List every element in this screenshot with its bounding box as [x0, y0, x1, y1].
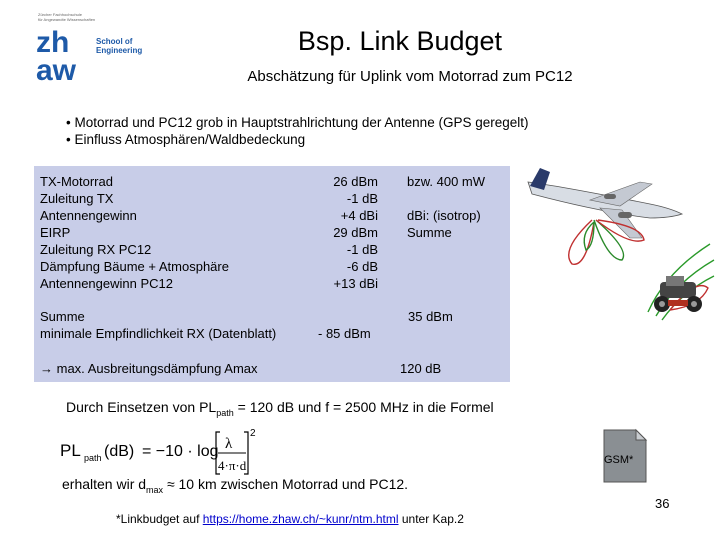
- budget-label: Dämpfung Bäume + Atmosphäre: [40, 259, 229, 274]
- budget-value: -1 dB: [346, 242, 378, 257]
- motorbike-icon: [654, 276, 702, 312]
- slide-title: Bsp. Link Budget: [297, 26, 503, 56]
- budget-sum-value: 35 dBm: [408, 309, 453, 324]
- formula-pl: PL: [60, 441, 81, 460]
- result-line: [66, 399, 494, 418]
- budget-note: Summe: [407, 225, 452, 240]
- formula-num: λ: [225, 436, 233, 452]
- slide-subtitle: Abschätzung für Uplink vom Motorrad zum PC12: [247, 68, 573, 85]
- budget-value: +4 dBi: [340, 208, 378, 223]
- link-illustration: [520, 160, 716, 340]
- footnote-prefix: *Linkbudget auf: [116, 512, 203, 526]
- logo-zh: zh: [36, 26, 70, 59]
- budget-value: -6 dB: [346, 259, 378, 274]
- budget-sens-label: minimale Empfindlichkeit RX (Datenblatt): [40, 326, 277, 341]
- path-loss-formula: [58, 426, 258, 478]
- budget-sens-value: - 85 dBm: [318, 326, 371, 341]
- budget-label: TX-Motorrad: [40, 174, 113, 189]
- budget-amax: [40, 360, 258, 377]
- bullet-item: • Motorrad und PC12 grob in Hauptstrahlrichtung der Antenne (GPS geregelt): [66, 115, 529, 130]
- budget-note: bzw. 400 mW: [407, 174, 486, 189]
- result-prefix: Durch Einsetzen von PL: [66, 399, 217, 415]
- footnote-link[interactable]: https://home.zhaw.ch/~kunr/ntm.html: [202, 512, 399, 526]
- logo-tagline-line1: Zürcher Fachhochschule: [38, 12, 83, 17]
- formula-unit: (dB): [104, 443, 135, 460]
- formula-sub: path: [84, 453, 102, 463]
- budget-amax-label: max. Ausbreitungsdämpfung Amax: [56, 361, 258, 376]
- budget-amax-value: 120 dB: [400, 361, 442, 376]
- footnote-suffix: unter Kap.2: [398, 512, 464, 526]
- arrow-right-icon: →: [40, 361, 57, 376]
- bullet-item: • Einfluss Atmosphären/Waldbedeckung: [66, 132, 306, 147]
- logo-school-line2: Engineering: [96, 46, 143, 55]
- formula-den: 4·π·d: [218, 458, 247, 473]
- page-number: 36: [655, 496, 670, 511]
- budget-sum-label: Summe: [40, 309, 85, 324]
- conclusion-sub: max: [146, 484, 164, 495]
- budget-value: 29 dBm: [333, 225, 378, 240]
- formula-exp: 2: [250, 428, 256, 439]
- result-sub: path: [216, 407, 234, 418]
- zhaw-logo: [36, 26, 98, 84]
- result-suffix: = 120 dB und f = 2500 MHz in die Formel: [233, 399, 494, 415]
- gsm-label[interactable]: GSM*: [604, 454, 634, 466]
- budget-value: +13 dBi: [333, 276, 378, 291]
- budget-label: EIRP: [40, 225, 71, 240]
- logo-aw: aw: [36, 54, 77, 84]
- logo-school-line1: School of: [96, 37, 133, 46]
- conclusion-prefix: erhalten wir d: [62, 476, 147, 492]
- logo-tagline: [38, 12, 128, 22]
- budget-note: dBi: (isotrop): [407, 208, 481, 223]
- budget-label: Zuleitung RX PC12: [40, 242, 152, 257]
- conclusion-suffix: ≈ 10 km zwischen Motorrad und PC12.: [163, 476, 409, 492]
- footnote: [116, 512, 464, 526]
- budget-label: Antennengewinn PC12: [40, 276, 173, 291]
- logo-tagline-line2: für Angewandte Wissenschaften: [38, 17, 96, 22]
- budget-value: -1 dB: [346, 191, 378, 206]
- formula-eq: = −10 · log: [142, 443, 219, 460]
- budget-value: 26 dBm: [333, 174, 378, 189]
- budget-label: Antennengewinn: [40, 208, 137, 223]
- conclusion-line: [62, 476, 408, 495]
- bullet-list: [66, 114, 529, 148]
- logo-school: [96, 37, 142, 55]
- budget-label: Zuleitung TX: [40, 191, 114, 206]
